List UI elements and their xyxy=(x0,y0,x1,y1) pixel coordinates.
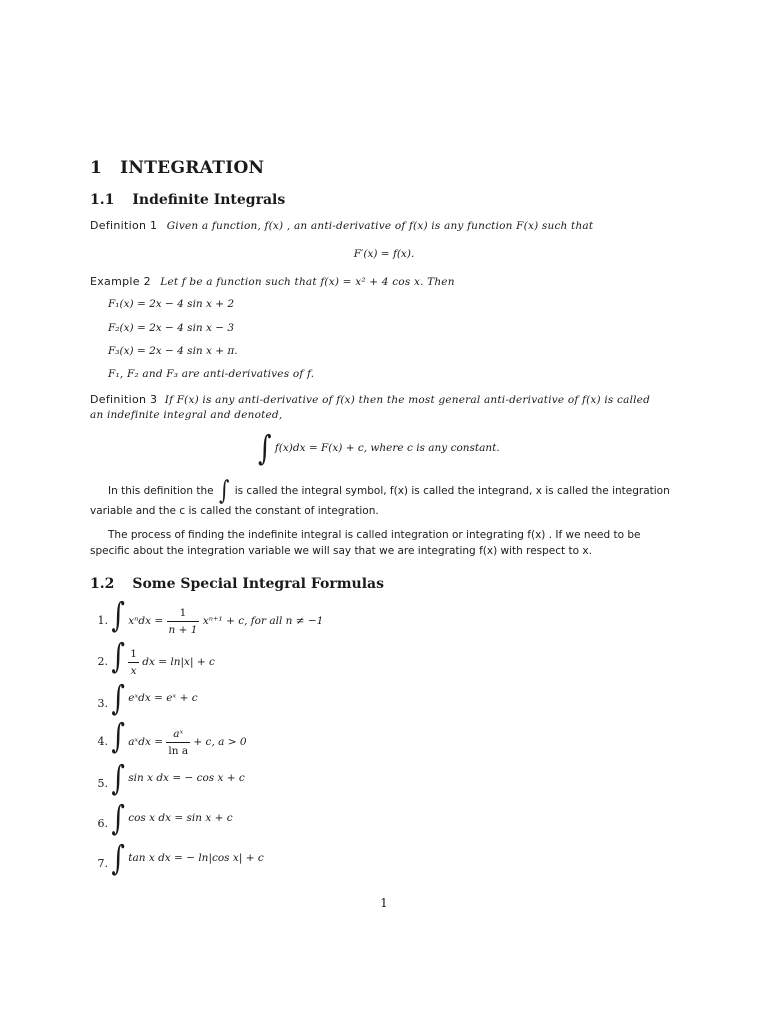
definition-label: Definition 3 xyxy=(90,393,158,406)
example-line: F₁, F₂ and F₃ are anti-derivatives of f. xyxy=(108,368,315,380)
formula-item xyxy=(90,637,215,679)
formula-fraction xyxy=(166,726,190,759)
formula-fraction xyxy=(128,646,139,679)
subsection-number: 1.2 xyxy=(90,576,115,592)
formula-item xyxy=(90,759,245,799)
definition-text: If F(x) is any anti-derivative of f(x) then the most general anti-derivative of f(x) is called xyxy=(164,394,651,406)
formula-number: 4. xyxy=(97,735,108,748)
fraction-numerator: 1 xyxy=(179,606,187,619)
fraction-denominator: n + 1 xyxy=(167,621,200,638)
example-2 xyxy=(90,274,455,290)
formula-item xyxy=(90,596,324,638)
subsection-heading-2 xyxy=(90,576,384,592)
integral-symbol-icon: ∫ xyxy=(111,839,125,879)
integral-symbol-icon: ∫ xyxy=(111,799,125,839)
section-heading xyxy=(90,158,264,178)
example-text: Let f be a function such that f(x) = x² + 4 cos x. Then xyxy=(160,276,455,288)
formula-item xyxy=(90,679,198,719)
example-label: Example 2 xyxy=(90,275,151,288)
paragraph-1-line1 xyxy=(108,474,670,506)
definition-3-formula: f(x)dx = F(x) + c, where c is any constant. xyxy=(274,442,500,454)
formula-lhs: cos x dx = sin x + c xyxy=(128,812,233,824)
formula-lhs: sin x dx = − cos x + c xyxy=(128,772,245,784)
example-line: F₃(x) = 2x − 4 sin x + π. xyxy=(108,345,238,357)
formula-rhs: dx = ln|x| + c xyxy=(142,656,215,668)
formula-lhs: tan x dx = − ln|cos x| + c xyxy=(128,852,264,864)
fraction-denominator: x xyxy=(128,662,139,679)
formula-fraction xyxy=(167,605,200,638)
paragraph-text: In this definition the xyxy=(108,485,214,497)
formula-item xyxy=(90,717,247,759)
integral-symbol-icon: ∫ xyxy=(111,679,125,719)
integral-symbol-icon: ∫ xyxy=(111,637,125,677)
formula-item xyxy=(90,839,264,879)
integral-symbol-icon: ∫ xyxy=(111,759,125,799)
definition-3-display xyxy=(258,429,500,469)
formula-number: 2. xyxy=(97,655,108,668)
page-number: 1 xyxy=(380,896,388,910)
formula-number: 1. xyxy=(97,614,108,627)
definition-label: Definition 1 xyxy=(90,219,158,232)
paragraph-text: is called the integral symbol, f(x) is called the integrand, x is called the integration xyxy=(234,485,670,497)
paragraph-2-line2: specific about the integration variable we will say that we are integrating f(x) with respect to x. xyxy=(90,545,592,557)
integral-symbol-icon: ∫ xyxy=(111,596,125,636)
formula-lhs: xⁿdx = xyxy=(128,615,164,627)
example-line: F₂(x) = 2x − 4 sin x − 3 xyxy=(108,322,235,334)
formula-number: 7. xyxy=(97,857,108,870)
section-title: INTEGRATION xyxy=(120,158,265,178)
fraction-denominator: ln a xyxy=(166,742,190,759)
example-line: F₁(x) = 2x − 4 sin x + 2 xyxy=(108,298,235,310)
definition-text-line2: an indefinite integral and denoted, xyxy=(90,409,283,421)
section-number: 1 xyxy=(90,158,103,178)
fraction-numerator: 1 xyxy=(130,647,137,660)
subsection-title: Indefinite Integrals xyxy=(132,192,286,208)
formula-lhs: eˣdx = eˣ + c xyxy=(128,692,198,704)
formula-lhs: aˣdx = xyxy=(128,736,164,748)
formula-rhs: + c, a > 0 xyxy=(193,736,247,748)
formula-number: 3. xyxy=(97,697,108,710)
fraction-numerator: aˣ xyxy=(173,727,184,740)
definition-3 xyxy=(90,392,650,408)
subsection-title: Some Special Integral Formulas xyxy=(132,576,384,592)
paragraph-1-line2: variable and the c is called the constant of integration. xyxy=(90,505,379,517)
subsection-number: 1.1 xyxy=(90,192,115,208)
paragraph-2-line1: The process of finding the indefinite integral is called integration or integrating f(x) . If we need to be xyxy=(108,529,641,541)
definition-1-display: F′(x) = f(x). xyxy=(353,248,415,260)
formula-item xyxy=(90,799,233,839)
integral-symbol-icon: ∫ xyxy=(111,717,125,757)
subsection-heading-1 xyxy=(90,192,285,208)
integral-symbol-icon: ∫ xyxy=(258,429,272,469)
formula-number: 5. xyxy=(97,777,108,790)
formula-rhs: xⁿ⁺¹ + c, for all n ≠ −1 xyxy=(202,615,324,627)
definition-text: Given a function, f(x) , an anti-derivative of f(x) is any function F(x) such that xyxy=(166,220,594,232)
formula-number: 6. xyxy=(97,817,108,830)
integral-symbol-icon: ∫ xyxy=(218,474,230,506)
definition-1 xyxy=(90,218,593,234)
